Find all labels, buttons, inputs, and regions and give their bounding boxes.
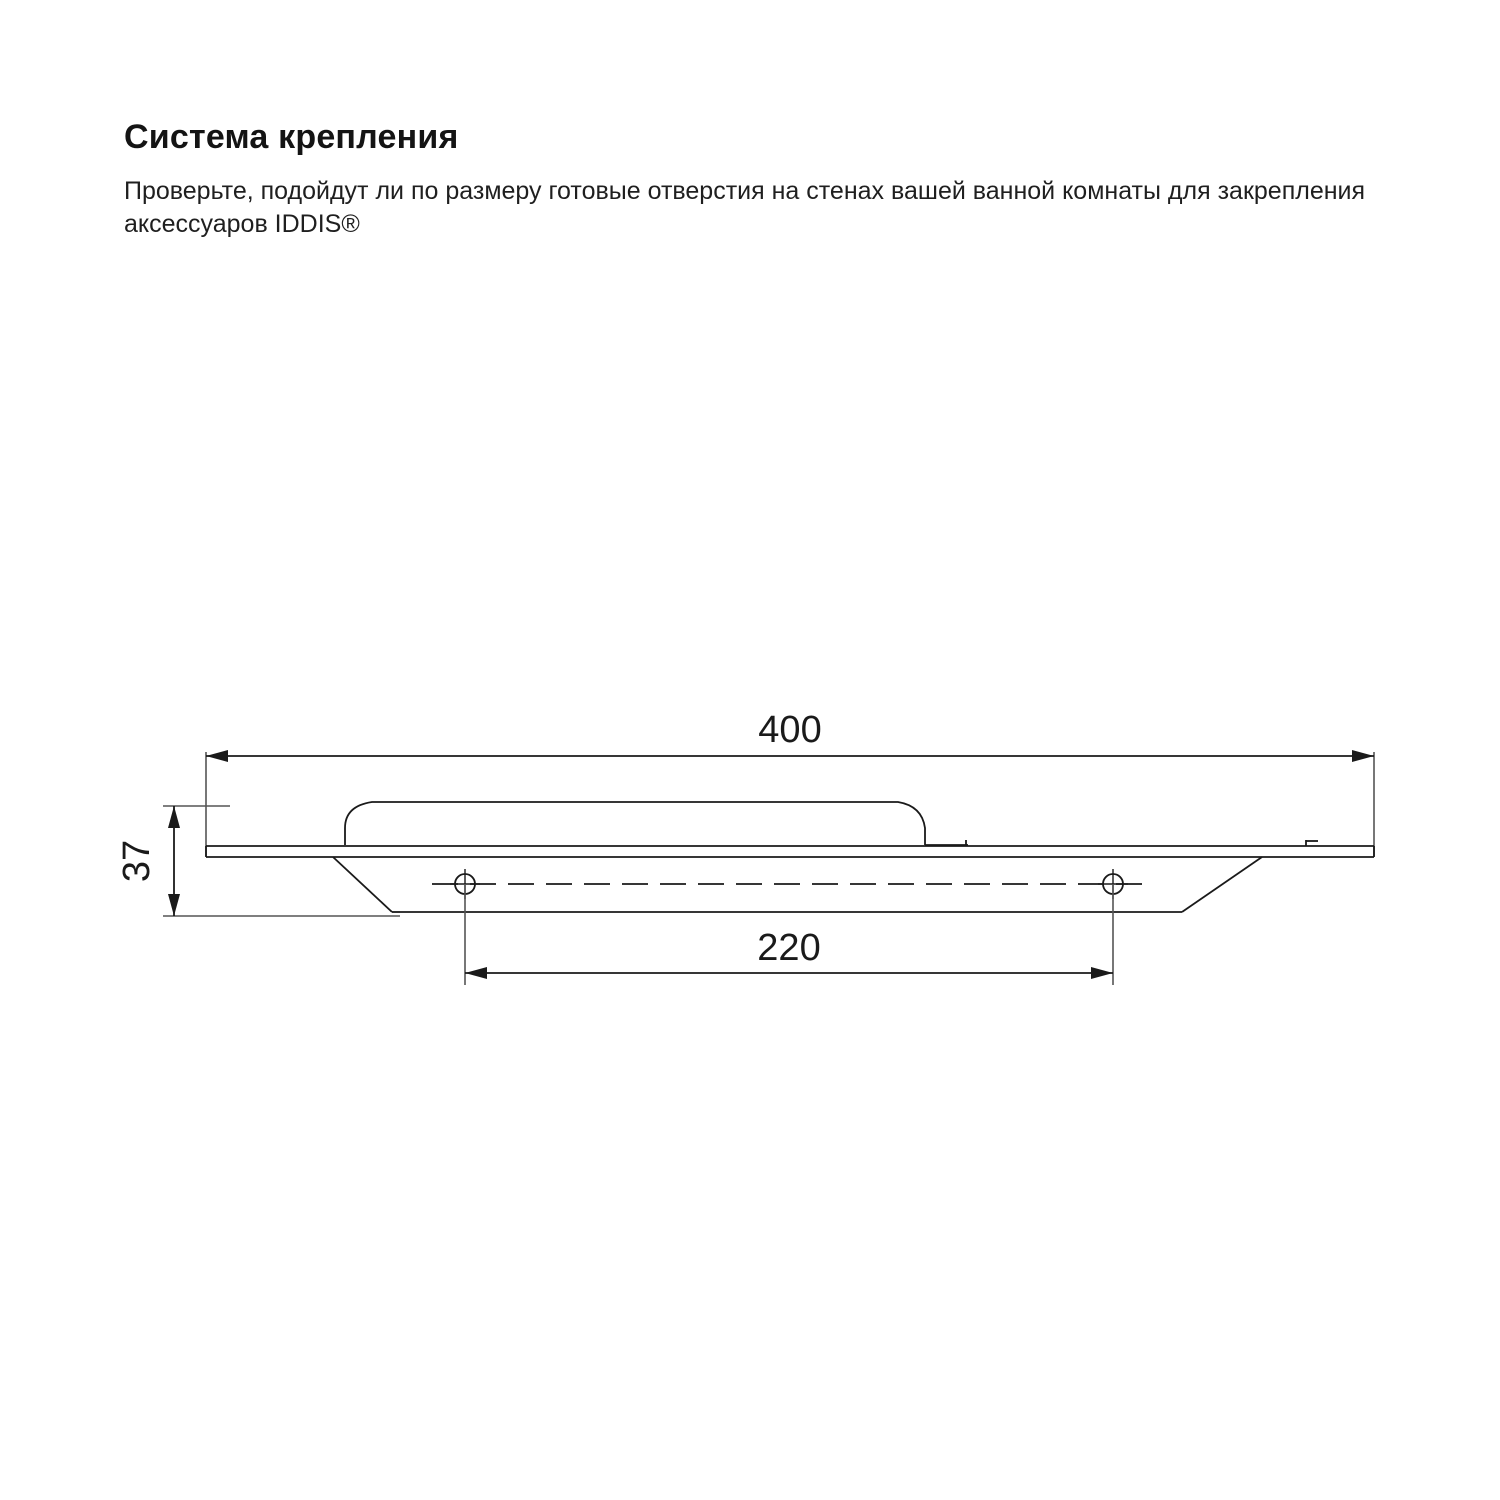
dimension-label-width: 400 <box>758 709 822 751</box>
shelf-outline <box>206 802 1374 912</box>
page-title: Система крепления <box>124 118 459 156</box>
dimension-label-mount-spacing: 220 <box>757 927 821 969</box>
page-subtitle: Проверьте, подойдут ли по размеру готовые отверстия на стенах вашей ванной комнаты для закрепления аксессуаров IDDIS® <box>124 177 1366 239</box>
dimension-label-height: 37 <box>116 839 158 883</box>
dimension-width-400 <box>206 750 1374 856</box>
dimension-height-37 <box>163 806 400 916</box>
